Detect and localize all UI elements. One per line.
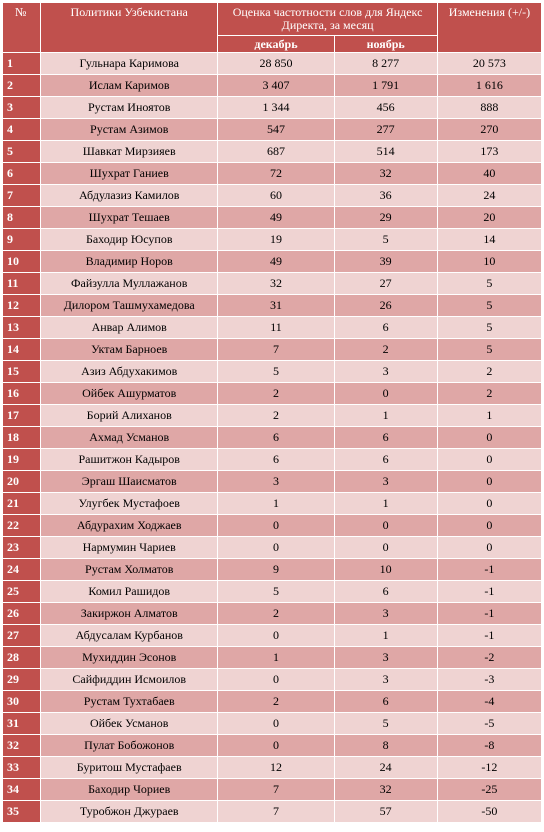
row-number: 9 (3, 229, 40, 250)
change-value: 10 (438, 251, 541, 272)
politician-name: Туробжон Джураев (41, 801, 217, 822)
change-value: 1 616 (438, 75, 541, 96)
row-number: 28 (3, 647, 40, 668)
politician-name: Ислам Каримов (41, 75, 217, 96)
november-value: 3 (335, 603, 437, 624)
december-value: 7 (218, 801, 333, 822)
change-value: -25 (438, 779, 541, 800)
november-value: 1 791 (335, 75, 437, 96)
politician-name: Пулат Бобожонов (41, 735, 217, 756)
december-value: 1 (218, 493, 333, 514)
header-frequency: Оценка частотности слов для Яндекс Директа, за месяц (218, 3, 436, 35)
table-row (3, 75, 541, 96)
december-value: 49 (218, 207, 333, 228)
november-value: 39 (335, 251, 437, 272)
change-value: -1 (438, 581, 541, 602)
table-header (3, 3, 541, 52)
table-row (3, 493, 541, 514)
december-value: 31 (218, 295, 333, 316)
row-number: 1 (3, 53, 40, 74)
november-value: 10 (335, 559, 437, 580)
row-number: 14 (3, 339, 40, 360)
row-number: 32 (3, 735, 40, 756)
december-value: 9 (218, 559, 333, 580)
change-value: 5 (438, 273, 541, 294)
december-value: 0 (218, 735, 333, 756)
row-number: 6 (3, 163, 40, 184)
december-value: 0 (218, 713, 333, 734)
december-value: 0 (218, 669, 333, 690)
politician-name: Уктам Барноев (41, 339, 217, 360)
header-change: Изменения (+/-) (438, 3, 541, 52)
change-value: 5 (438, 339, 541, 360)
change-value: -1 (438, 603, 541, 624)
december-value: 6 (218, 449, 333, 470)
december-value: 3 407 (218, 75, 333, 96)
december-value: 49 (218, 251, 333, 272)
politician-name: Абдусалам Курбанов (41, 625, 217, 646)
december-value: 2 (218, 691, 333, 712)
header-december: декабрь (218, 36, 333, 52)
row-number: 3 (3, 97, 40, 118)
november-value: 6 (335, 427, 437, 448)
row-number: 33 (3, 757, 40, 778)
row-number: 10 (3, 251, 40, 272)
change-value: -1 (438, 559, 541, 580)
change-value: -50 (438, 801, 541, 822)
politician-name: Рашитжон Кадыров (41, 449, 217, 470)
change-value: 20 573 (438, 53, 541, 74)
december-value: 0 (218, 537, 333, 558)
november-value: 1 (335, 625, 437, 646)
table-row (3, 691, 541, 712)
politician-name: Абдурахим Ходжаев (41, 515, 217, 536)
table-row (3, 339, 541, 360)
december-value: 12 (218, 757, 333, 778)
header-num: № (3, 3, 40, 52)
table-row (3, 471, 541, 492)
change-value: 14 (438, 229, 541, 250)
politician-name: Абдулазиз Камилов (41, 185, 217, 206)
november-value: 29 (335, 207, 437, 228)
november-value: 57 (335, 801, 437, 822)
row-number: 30 (3, 691, 40, 712)
table-row (3, 625, 541, 646)
politician-name: Ойбек Ашурматов (41, 383, 217, 404)
december-value: 2 (218, 405, 333, 426)
december-value: 60 (218, 185, 333, 206)
row-number: 31 (3, 713, 40, 734)
header-november: ноябрь (335, 36, 437, 52)
politician-name: Шавкат Мирзияев (41, 141, 217, 162)
header-name: Политики Узбекистана (41, 3, 217, 52)
november-value: 3 (335, 361, 437, 382)
december-value: 11 (218, 317, 333, 338)
december-value: 0 (218, 625, 333, 646)
change-value: -2 (438, 647, 541, 668)
row-number: 8 (3, 207, 40, 228)
change-value: 888 (438, 97, 541, 118)
december-value: 1 344 (218, 97, 333, 118)
politician-name: Владимир Норов (41, 251, 217, 272)
politician-name: Рустам Тухтабаев (41, 691, 217, 712)
politician-name: Комил Рашидов (41, 581, 217, 602)
december-value: 72 (218, 163, 333, 184)
table-row (3, 735, 541, 756)
politicians-table (2, 2, 542, 823)
december-value: 1 (218, 647, 333, 668)
change-value: 20 (438, 207, 541, 228)
politician-name: Сайфиддин Исмоилов (41, 669, 217, 690)
december-value: 5 (218, 361, 333, 382)
politician-name: Баходир Чориев (41, 779, 217, 800)
change-value: 0 (438, 493, 541, 514)
change-value: 5 (438, 295, 541, 316)
table-row (3, 361, 541, 382)
politician-name: Улугбек Мустафоев (41, 493, 217, 514)
politician-name: Борий Алиханов (41, 405, 217, 426)
row-number: 11 (3, 273, 40, 294)
change-value: 2 (438, 383, 541, 404)
change-value: -3 (438, 669, 541, 690)
december-value: 5 (218, 581, 333, 602)
row-number: 27 (3, 625, 40, 646)
change-value: 0 (438, 427, 541, 448)
table-row (3, 207, 541, 228)
change-value: -4 (438, 691, 541, 712)
row-number: 15 (3, 361, 40, 382)
politician-name: Шухрат Ганиев (41, 163, 217, 184)
row-number: 34 (3, 779, 40, 800)
december-value: 2 (218, 603, 333, 624)
table-row (3, 559, 541, 580)
change-value: 5 (438, 317, 541, 338)
table-row (3, 163, 541, 184)
december-value: 2 (218, 383, 333, 404)
politician-name: Ахмад Усманов (41, 427, 217, 448)
row-number: 20 (3, 471, 40, 492)
table-row (3, 273, 541, 294)
politician-name: Анвар Алимов (41, 317, 217, 338)
row-number: 19 (3, 449, 40, 470)
december-value: 19 (218, 229, 333, 250)
november-value: 26 (335, 295, 437, 316)
table-body (3, 53, 541, 822)
row-number: 21 (3, 493, 40, 514)
november-value: 3 (335, 471, 437, 492)
politician-name: Файзулла Муллажанов (41, 273, 217, 294)
november-value: 0 (335, 383, 437, 404)
table-row (3, 119, 541, 140)
politician-name: Буритош Мустафаев (41, 757, 217, 778)
table-row (3, 185, 541, 206)
row-number: 4 (3, 119, 40, 140)
november-value: 6 (335, 691, 437, 712)
row-number: 5 (3, 141, 40, 162)
november-value: 514 (335, 141, 437, 162)
table-row (3, 449, 541, 470)
change-value: 0 (438, 515, 541, 536)
table-row (3, 779, 541, 800)
change-value: 1 (438, 405, 541, 426)
row-number: 7 (3, 185, 40, 206)
table-row (3, 383, 541, 404)
november-value: 1 (335, 405, 437, 426)
politician-name: Эргаш Шаисматов (41, 471, 217, 492)
november-value: 6 (335, 449, 437, 470)
table-row (3, 713, 541, 734)
table-row (3, 251, 541, 272)
politician-name: Баходир Юсупов (41, 229, 217, 250)
politician-name: Рустам Иноятов (41, 97, 217, 118)
november-value: 5 (335, 713, 437, 734)
row-number: 12 (3, 295, 40, 316)
politician-name: Рустам Азимов (41, 119, 217, 140)
politician-name: Азиз Абдухакимов (41, 361, 217, 382)
november-value: 5 (335, 229, 437, 250)
december-value: 7 (218, 779, 333, 800)
politician-name: Мухиддин Эсонов (41, 647, 217, 668)
november-value: 6 (335, 317, 437, 338)
table-row (3, 581, 541, 602)
november-value: 36 (335, 185, 437, 206)
december-value: 0 (218, 515, 333, 536)
table-row (3, 603, 541, 624)
november-value: 32 (335, 163, 437, 184)
table-row (3, 97, 541, 118)
row-number: 17 (3, 405, 40, 426)
december-value: 3 (218, 471, 333, 492)
row-number: 16 (3, 383, 40, 404)
row-number: 24 (3, 559, 40, 580)
december-value: 28 850 (218, 53, 333, 74)
december-value: 32 (218, 273, 333, 294)
politician-name: Рустам Холматов (41, 559, 217, 580)
politician-name: Шухрат Тешаев (41, 207, 217, 228)
table-row (3, 229, 541, 250)
table-row (3, 669, 541, 690)
table-row (3, 757, 541, 778)
change-value: 0 (438, 537, 541, 558)
politician-name: Нармумин Чариев (41, 537, 217, 558)
change-value: -1 (438, 625, 541, 646)
table-row (3, 427, 541, 448)
december-value: 6 (218, 427, 333, 448)
row-number: 22 (3, 515, 40, 536)
november-value: 0 (335, 537, 437, 558)
politician-name: Ойбек Усманов (41, 713, 217, 734)
row-number: 29 (3, 669, 40, 690)
table-row (3, 295, 541, 316)
politician-name: Дилором Ташмухамедова (41, 295, 217, 316)
change-value: -8 (438, 735, 541, 756)
table-row (3, 405, 541, 426)
row-number: 25 (3, 581, 40, 602)
table-row (3, 801, 541, 822)
change-value: -12 (438, 757, 541, 778)
december-value: 547 (218, 119, 333, 140)
row-number: 2 (3, 75, 40, 96)
december-value: 7 (218, 339, 333, 360)
november-value: 3 (335, 669, 437, 690)
november-value: 8 (335, 735, 437, 756)
change-value: 270 (438, 119, 541, 140)
november-value: 1 (335, 493, 437, 514)
table-row (3, 647, 541, 668)
table-row (3, 317, 541, 338)
table-row (3, 141, 541, 162)
table-row (3, 515, 541, 536)
row-number: 18 (3, 427, 40, 448)
table-row (3, 537, 541, 558)
politician-name: Закиржон Алматов (41, 603, 217, 624)
change-value: 2 (438, 361, 541, 382)
november-value: 2 (335, 339, 437, 360)
change-value: 24 (438, 185, 541, 206)
change-value: 40 (438, 163, 541, 184)
row-number: 35 (3, 801, 40, 822)
november-value: 27 (335, 273, 437, 294)
november-value: 456 (335, 97, 437, 118)
november-value: 24 (335, 757, 437, 778)
november-value: 32 (335, 779, 437, 800)
december-value: 687 (218, 141, 333, 162)
row-number: 23 (3, 537, 40, 558)
november-value: 3 (335, 647, 437, 668)
politician-name: Гульнара Каримова (41, 53, 217, 74)
row-number: 26 (3, 603, 40, 624)
row-number: 13 (3, 317, 40, 338)
table-row (3, 53, 541, 74)
november-value: 8 277 (335, 53, 437, 74)
change-value: 173 (438, 141, 541, 162)
november-value: 0 (335, 515, 437, 536)
november-value: 277 (335, 119, 437, 140)
change-value: -5 (438, 713, 541, 734)
november-value: 6 (335, 581, 437, 602)
change-value: 0 (438, 449, 541, 470)
change-value: 0 (438, 471, 541, 492)
